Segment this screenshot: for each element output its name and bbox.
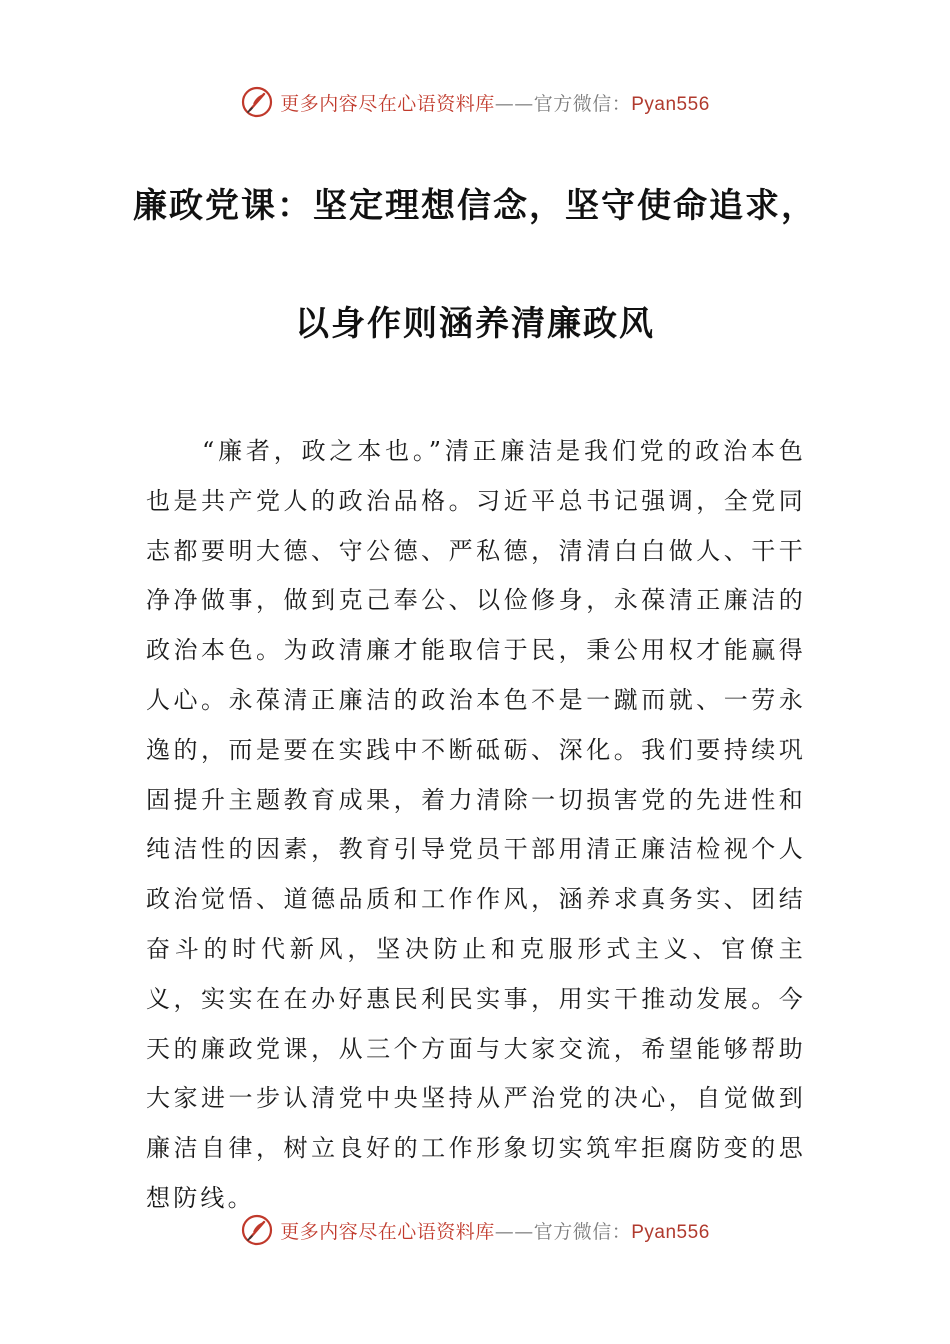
banner-wechat-id: Pyan556 bbox=[631, 1221, 710, 1243]
banner-prefix: 更多内容尽在心语资料库 bbox=[280, 92, 495, 115]
banner-wechat-label: 官方微信： bbox=[533, 92, 632, 115]
banner-prefix: 更多内容尽在心语资料库 bbox=[280, 1220, 495, 1243]
banner-separator: —— bbox=[494, 1220, 534, 1243]
header-banner-text bbox=[280, 89, 710, 116]
quill-pen-logo-icon bbox=[240, 1213, 274, 1247]
footer-banner bbox=[0, 1210, 950, 1250]
banner-wechat-label: 官方微信： bbox=[533, 1220, 632, 1243]
document-body bbox=[146, 427, 806, 1224]
header-banner bbox=[0, 82, 950, 122]
quill-pen-logo-icon bbox=[240, 85, 274, 119]
document-title-line-2: 以身作则涵养清廉政风 bbox=[295, 304, 655, 344]
document-title-line-1: 廉政党课：坚定理想信念，坚守使命追求， bbox=[133, 186, 817, 226]
banner-wechat-id: Pyan556 bbox=[631, 93, 710, 115]
body-paragraph: “廉者，政之本也。”清正廉洁是我们党的政治本色也是共产党人的政治品格。习近平总书记强调，全党同志都要明大德、守公德、严私德，清清白白做人、干干净净做事，做到克己奉公、以俭修身，永葆清正廉洁的政治本色。为政清廉才能取信于民，秉公用权才能赢得人心。永葆清正廉洁的政治本色不是一蹴而就、一劳永逸的，而是要在实践中不断砥砺、深化。我们要持续巩固提升主题教育成果，着力清除一切损害党的先进性和纯洁性的因素，教育引导党员干部用清正廉洁检视个人政治觉悟、道德品质和工作作风，涵养求真务实、团结奋斗的时代新风，坚决防止和克服形式主义、官僚主义，实实在在办好惠民利民实事，用实干推动发展。今天的廉政党课，从三个方面与大家交流，希望能够帮助大家进一步认清党中央坚持从严治党的决心，自觉做到廉洁自律，树立良好的工作形象切实筑牢拒腐防变的思想防线。 bbox=[146, 437, 806, 1212]
footer-banner-text bbox=[280, 1217, 710, 1244]
banner-separator: —— bbox=[494, 92, 534, 115]
